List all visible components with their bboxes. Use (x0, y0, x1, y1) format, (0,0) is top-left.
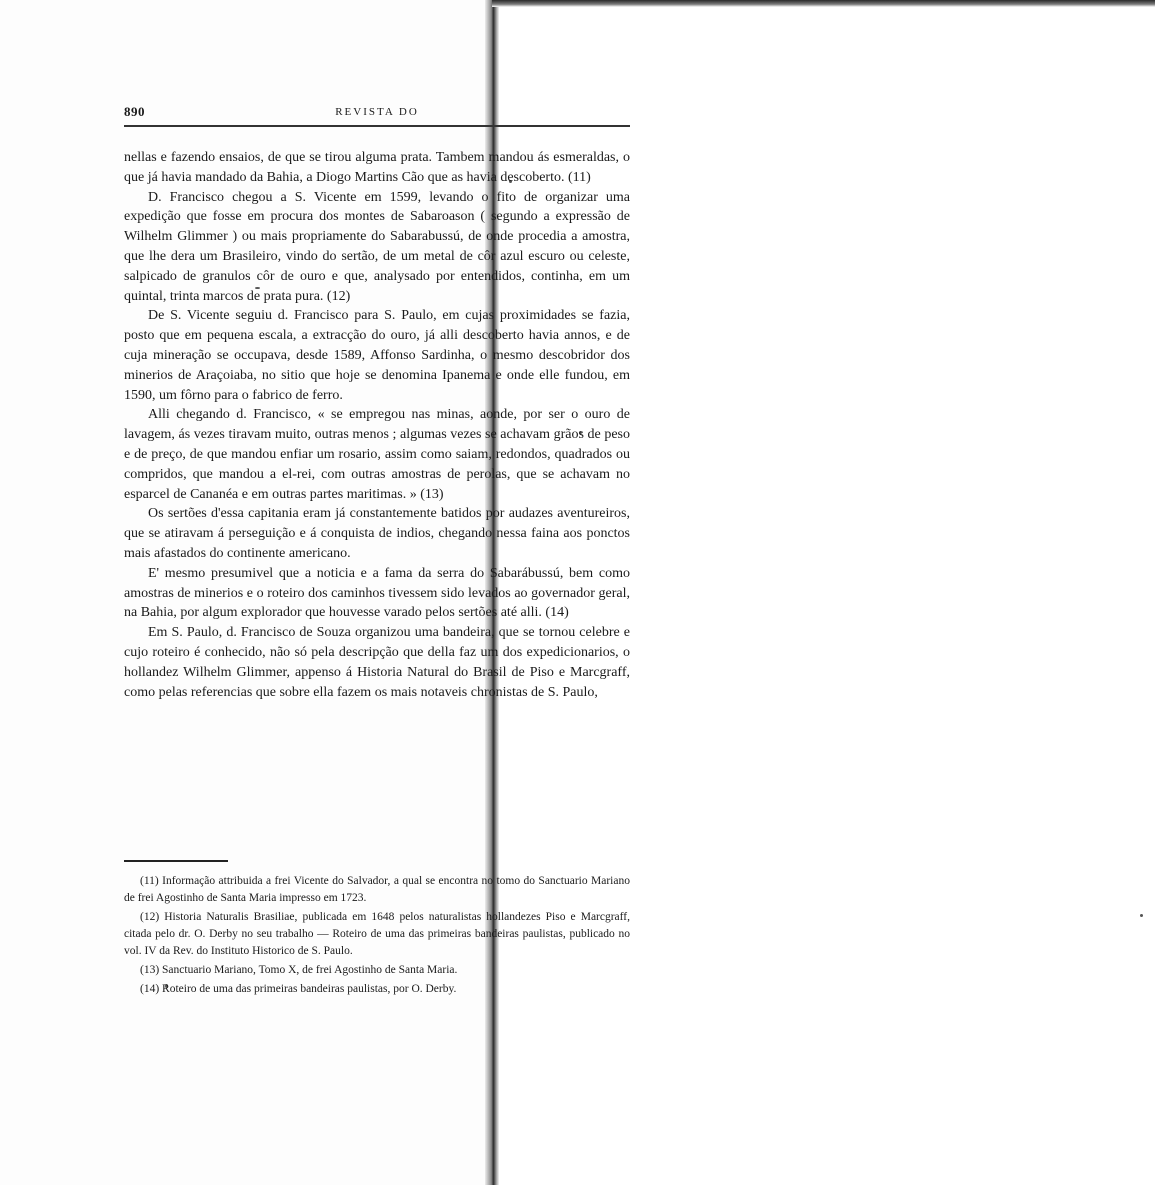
running-title: REVISTA DO (335, 106, 419, 118)
paragraph: Alli chegando d. Francisco, « se empregou nas minas, aonde, por ser o ouro de lavagem, ás vezes tiravam muito, outras menos ; algumas vezes se achavam grãos de peso e de preço, de que mandou enfiar um rosario, assim como saiam, redondos, quadrados ou compridos, que mandou a el-rei, com outras amostras de perolas, que se achavam no esparcel de Cananéa e em outras partes maritimas. » (13) (124, 407, 630, 502)
footnote: (13) Sanctuario Mariano, Tomo X, de frei Agostinho de Santa Maria. (140, 964, 458, 976)
footnote: (11) Informação attribuida a frei Vicente do Salvador, a qual se encontra no tomo do Sanctuario Mariano de frei Agostinho de Santa Maria impresso em 1723. (124, 875, 630, 904)
footnotes (124, 873, 630, 1000)
paragraph: E' mesmo presumivel que a noticia e a fama da serra do Sabarábussú, bem como amostras de minerios e o roteiro dos caminhos tivessem sido levados ao governador geral, na Bahia, por algum explorador que houvesse varado pelos sertões até alli. (14) (124, 565, 630, 621)
page-top-edge (492, 0, 1155, 7)
footnote: (12) Historia Naturalis Brasiliae, publicada em 1648 pelos naturalistas hollandezes Piso e Marcgraff, citada pelo dr. O. Derby no seu trabalho — Roteiro de uma das primeiras bandeiras paulistas, publicado no vol. IV da Rev. do Instituto Historico de S. Paulo. (124, 911, 630, 957)
paragraph: Em S. Paulo, d. Francisco de Souza organizou uma bandeira, que se tornou celebre e cujo roteiro é conhecido, não só pela descripção que della faz um dos expedicionarios, o hollandez Wilhelm Glimmer, appenso á Historia Natural do Brasil de Piso e Marcgraff, como pelas referencias que sobre ella fazem os mais notaveis chronistas de S. Paulo, (124, 625, 630, 700)
body-text (124, 148, 630, 702)
header-rule (124, 125, 630, 127)
page-header (124, 104, 630, 122)
page-number: 890 (124, 104, 145, 119)
paper-speck (1140, 914, 1143, 917)
footnote: (14) Roteiro de uma das primeiras bandeiras paulistas, por O. Derby. (140, 983, 457, 995)
paragraph: nellas e fazendo ensaios, de que se tirou alguma prata. Tambem mandou ás esmeraldas, o que já havia mandado da Bahia, a Diogo Martins Cão que as havia descoberto. (11) (124, 150, 630, 185)
paragraph: Os sertões d'essa capitania eram já constantemente batidos por audazes aventureiros, que se atiravam á perseguição e á conquista de indios, chegando nessa faina aos ponctos mais afastados do continente americano. (124, 506, 630, 561)
footnote-rule (124, 860, 228, 862)
paragraph: D. Francisco chegou a S. Vicente em 1599, levando o fito de organizar uma expedição que fosse em procura dos montes de Sabaroason ( segundo a expressão de Wilhelm Glimmer ) ou mais propriamente do Sabarabussú, de onde procedia a amostra, que lhe dera um Brasileiro, vindo do sertão, de um metal de côr azul escuro ou celeste, salpicado de granulos côr de ouro e que, analysado por entendidos, continha, em um quintal, trinta marcos de prata pura. (12) (124, 189, 630, 304)
paragraph: De S. Vicente seguiu d. Francisco para S. Paulo, em cujas proximidades se fazia, posto que em pequena escala, a extracção do ouro, já alli descoberto havia annos, e de cuja mineração se occupava, desde 1589, Affonso Sardinha, o mesmo descobridor dos minerios de Araçoiaba, no sitio que hoje se denomina Ipanema e onde elle fundou, em 1590, um fôrno para o fabrico de ferro. (124, 308, 630, 403)
